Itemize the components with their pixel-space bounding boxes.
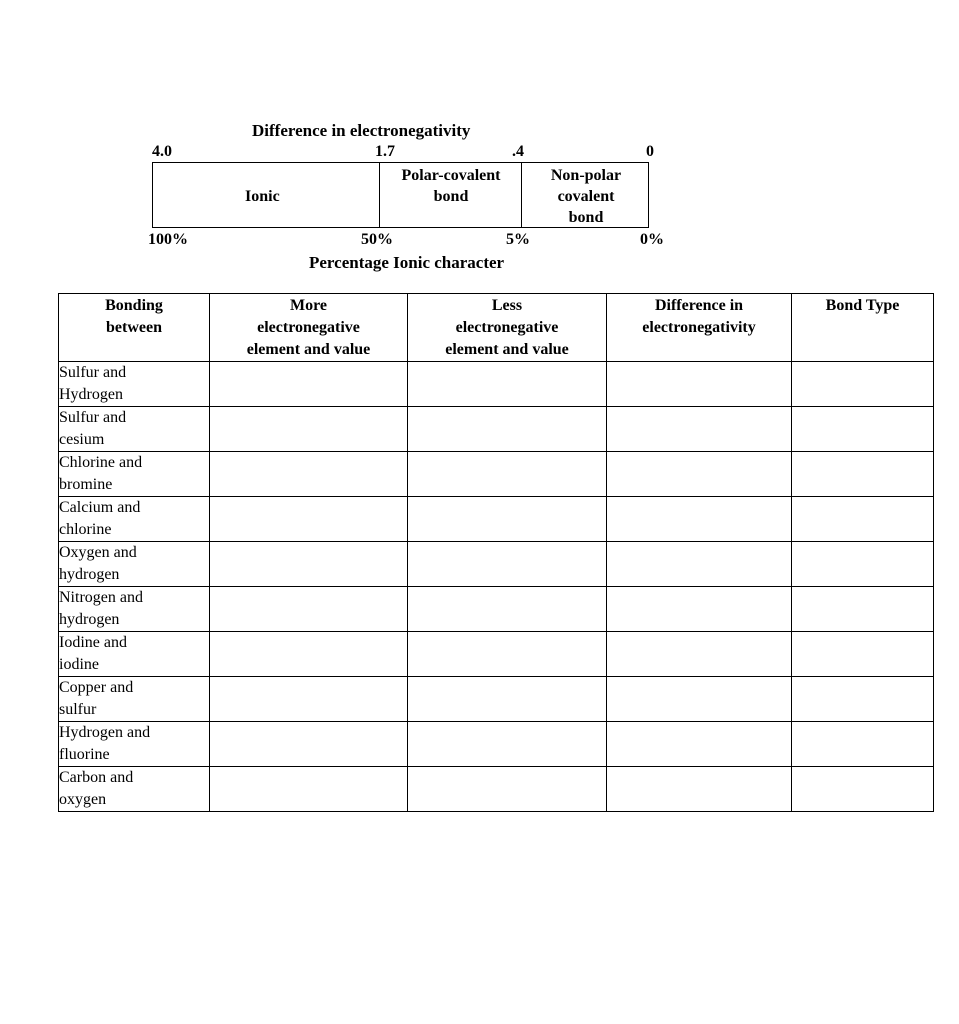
table-row	[59, 722, 934, 767]
table-row	[59, 497, 934, 542]
tick-bottom-5: 5%	[506, 231, 530, 248]
less-electronegative-cell[interactable]	[408, 587, 607, 632]
less-electronegative-cell[interactable]	[408, 407, 607, 452]
scale-title: Difference in electronegativity	[252, 121, 471, 140]
table-row	[59, 632, 934, 677]
more-electronegative-cell[interactable]	[210, 632, 408, 677]
difference-cell[interactable]	[607, 767, 792, 812]
table-row	[59, 362, 934, 407]
more-electronegative-cell[interactable]	[210, 767, 408, 812]
difference-cell[interactable]	[607, 587, 792, 632]
bond-type-cell[interactable]	[792, 542, 934, 587]
less-electronegative-cell[interactable]	[408, 722, 607, 767]
bonding-pair-cell: Iodine and iodine	[59, 632, 210, 677]
tick-top-1-7: 1.7	[375, 143, 395, 160]
difference-cell[interactable]	[607, 677, 792, 722]
bond-type-cell[interactable]	[792, 362, 934, 407]
less-electronegative-cell[interactable]	[408, 362, 607, 407]
table-row	[59, 542, 934, 587]
electronegativity-scale-bar	[152, 162, 649, 228]
tick-top-4-0: 4.0	[152, 143, 172, 160]
difference-cell[interactable]	[607, 362, 792, 407]
more-electronegative-cell[interactable]	[210, 452, 408, 497]
difference-cell[interactable]	[607, 632, 792, 677]
region-ionic: Ionic	[245, 188, 280, 205]
region-nonpolar-covalent: Non-polar covalent bond	[550, 167, 622, 226]
bonding-pair-cell: Chlorine and bromine	[59, 452, 210, 497]
less-electronegative-cell[interactable]	[408, 767, 607, 812]
header-less-electronegative: Less electronegative element and value	[408, 294, 607, 362]
less-electronegative-cell[interactable]	[408, 632, 607, 677]
header-more-electronegative: More electronegative element and value	[210, 294, 408, 362]
bonding-pair-cell: Calcium and chlorine	[59, 497, 210, 542]
less-electronegative-cell[interactable]	[408, 497, 607, 542]
bonding-pair-cell: Oxygen and hydrogen	[59, 542, 210, 587]
bonding-pair-cell: Nitrogen and hydrogen	[59, 587, 210, 632]
tick-bottom-50: 50%	[361, 231, 393, 248]
bond-type-cell[interactable]	[792, 722, 934, 767]
less-electronegative-cell[interactable]	[408, 452, 607, 497]
difference-cell[interactable]	[607, 722, 792, 767]
tick-bottom-100: 100%	[148, 231, 188, 248]
scale-divider-polar-nonpolar	[521, 163, 522, 227]
bonding-pair-cell: Carbon and oxygen	[59, 767, 210, 812]
header-bond-type: Bond Type	[792, 294, 934, 362]
table-header-row	[59, 294, 934, 362]
header-bonding-between: Bonding between	[59, 294, 210, 362]
more-electronegative-cell[interactable]	[210, 542, 408, 587]
bonding-pair-cell: Sulfur and cesium	[59, 407, 210, 452]
less-electronegative-cell[interactable]	[408, 542, 607, 587]
difference-cell[interactable]	[607, 497, 792, 542]
table-row	[59, 587, 934, 632]
more-electronegative-cell[interactable]	[210, 587, 408, 632]
header-difference: Difference in electronegativity	[607, 294, 792, 362]
table-row	[59, 452, 934, 497]
tick-bottom-0: 0%	[640, 231, 664, 248]
difference-cell[interactable]	[607, 407, 792, 452]
more-electronegative-cell[interactable]	[210, 362, 408, 407]
bond-type-cell[interactable]	[792, 587, 934, 632]
tick-top-0-4: .4	[512, 143, 524, 160]
more-electronegative-cell[interactable]	[210, 497, 408, 542]
more-electronegative-cell[interactable]	[210, 407, 408, 452]
difference-cell[interactable]	[607, 542, 792, 587]
bonding-pair-cell: Copper and sulfur	[59, 677, 210, 722]
percentage-ionic-title: Percentage Ionic character	[309, 253, 505, 272]
table-row	[59, 767, 934, 812]
bond-type-cell[interactable]	[792, 767, 934, 812]
difference-cell[interactable]	[607, 452, 792, 497]
tick-top-0: 0	[646, 143, 654, 160]
more-electronegative-cell[interactable]	[210, 722, 408, 767]
bond-worksheet-table	[58, 293, 934, 812]
bond-type-cell[interactable]	[792, 497, 934, 542]
more-electronegative-cell[interactable]	[210, 677, 408, 722]
scale-divider-ionic-polar	[379, 163, 380, 227]
table-row	[59, 407, 934, 452]
bond-type-cell[interactable]	[792, 452, 934, 497]
bond-type-cell[interactable]	[792, 632, 934, 677]
bonding-pair-cell: Hydrogen and fluorine	[59, 722, 210, 767]
bonding-pair-cell: Sulfur and Hydrogen	[59, 362, 210, 407]
region-polar-covalent: Polar-covalent bond	[401, 167, 501, 205]
table-row	[59, 677, 934, 722]
less-electronegative-cell[interactable]	[408, 677, 607, 722]
bond-type-cell[interactable]	[792, 677, 934, 722]
bond-type-cell[interactable]	[792, 407, 934, 452]
